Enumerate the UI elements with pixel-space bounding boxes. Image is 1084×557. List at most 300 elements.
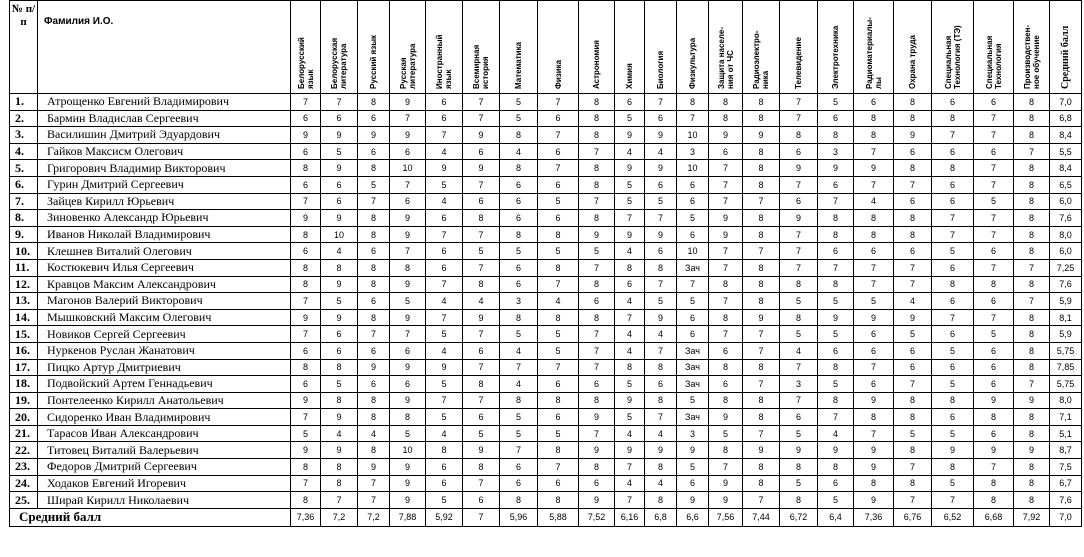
grade-cell: 6: [974, 359, 1014, 376]
grade-cell: 7: [974, 210, 1014, 227]
grade-cell: 8: [579, 392, 615, 409]
grade-cell: 7: [463, 359, 500, 376]
grade-cell: 8: [854, 110, 894, 127]
grade-cell: 4: [426, 143, 463, 160]
grade-cell: 5: [932, 376, 974, 393]
student-avg: 8,4: [1050, 160, 1082, 177]
grade-cell: 8: [709, 276, 743, 293]
grade-cell: 5: [426, 492, 463, 509]
header-subject: [426, 1, 463, 94]
grade-cell: 9: [615, 442, 645, 459]
grade-cell: 5: [780, 475, 818, 492]
grade-cell: 7: [645, 409, 677, 426]
grade-cell: 9: [579, 442, 615, 459]
student-row: [10, 276, 1082, 293]
header-subject-label: Телевидение: [794, 37, 803, 89]
grade-cell: 8: [818, 359, 854, 376]
grade-cell: 8: [743, 143, 780, 160]
grade-cell: 5: [538, 326, 579, 343]
grade-cell: 8: [1014, 127, 1050, 144]
header-subject-label: Физкультура: [688, 37, 697, 89]
student-avg: 5,75: [1050, 376, 1082, 393]
grade-cell: 5: [500, 94, 538, 111]
header-subject: [390, 1, 426, 94]
grade-cell: 7: [390, 326, 426, 343]
grade-cell: 7: [780, 94, 818, 111]
student-name: Гурин Дмитрий Сергеевич: [38, 176, 291, 193]
student-name: Костюкевич Илья Сергеевич: [38, 259, 291, 276]
grade-cell: 6: [358, 110, 390, 127]
grade-cell: 4: [500, 376, 538, 393]
grade-cell: 6: [932, 293, 974, 310]
grade-cell: 8: [709, 309, 743, 326]
grade-cell: 6: [854, 326, 894, 343]
grade-cell: 6: [677, 475, 709, 492]
grade-cell: 7: [645, 94, 677, 111]
grade-cell: 4: [780, 342, 818, 359]
grade-cell: 6: [426, 110, 463, 127]
grade-cell: 9: [645, 160, 677, 177]
footer-avg-value: 5,96: [500, 508, 538, 526]
grade-cell: 6: [538, 475, 579, 492]
student-avg: 5,5: [1050, 143, 1082, 160]
student-name: Бармин Владислав Сергеевич: [38, 110, 291, 127]
grade-cell: 9: [579, 492, 615, 509]
grade-cell: 8: [894, 110, 932, 127]
header-subject-label: Белорусская литература: [330, 37, 348, 89]
grade-cell: 7: [818, 259, 854, 276]
grade-cell: 8: [291, 492, 321, 509]
student-row: [10, 425, 1082, 442]
grade-cell: 9: [321, 442, 358, 459]
grade-cell: 9: [818, 309, 854, 326]
grade-cell: 9: [743, 442, 780, 459]
grade-cell: 7: [538, 359, 579, 376]
grade-cell: 7: [579, 326, 615, 343]
footer-avg-value: 6,6: [677, 508, 709, 526]
grade-cell: 9: [426, 359, 463, 376]
student-row: [10, 94, 1082, 111]
grade-cell: 5: [818, 376, 854, 393]
student-rows: [10, 94, 1082, 509]
grade-cell: 5: [390, 425, 426, 442]
grade-cell: 8: [358, 226, 390, 243]
grade-cell: 7: [291, 409, 321, 426]
grade-cell: 7: [854, 425, 894, 442]
grade-cell: 4: [426, 342, 463, 359]
grade-cell: 6: [426, 459, 463, 476]
grade-cell: 6: [291, 143, 321, 160]
grade-cell: 6: [579, 475, 615, 492]
grade-cell: 7: [709, 459, 743, 476]
grade-cell: 6: [358, 376, 390, 393]
grade-cell: 8: [463, 210, 500, 227]
grade-cell: 9: [390, 127, 426, 144]
footer-avg-value: 5,88: [538, 508, 579, 526]
grade-cell: 8: [677, 94, 709, 111]
student-avg: 5,75: [1050, 342, 1082, 359]
grade-cell: 4: [615, 243, 645, 260]
grade-cell: 9: [1014, 392, 1050, 409]
grade-cell: 9: [390, 359, 426, 376]
grade-cell: 8: [894, 226, 932, 243]
grade-cell: 6: [321, 326, 358, 343]
grade-cell: 8: [291, 226, 321, 243]
student-num: 20.: [10, 409, 38, 426]
grade-cell: 8: [974, 475, 1014, 492]
grade-cell: 9: [390, 392, 426, 409]
header-subject-label: Радиоматериалы- лы: [864, 17, 883, 89]
grade-cell: 5: [677, 293, 709, 310]
grade-cell: 6: [426, 243, 463, 260]
grade-cell: 6: [932, 176, 974, 193]
grade-cell: 8: [358, 276, 390, 293]
grade-cell: 8: [1014, 359, 1050, 376]
grade-cell: 7: [538, 127, 579, 144]
grade-cell: 7: [426, 226, 463, 243]
grade-cell: 9: [645, 442, 677, 459]
grade-cell: 5: [615, 376, 645, 393]
student-num: 8.: [10, 210, 38, 227]
grade-cell: 5: [677, 459, 709, 476]
grade-cell: 5: [500, 409, 538, 426]
student-row: [10, 459, 1082, 476]
grade-cell: 6: [645, 243, 677, 260]
student-name: Магонов Валерий Викторович: [38, 293, 291, 310]
grade-cell: 8: [1014, 475, 1050, 492]
grade-cell: 6: [390, 342, 426, 359]
grade-cell: 6: [538, 110, 579, 127]
grade-cell: 8: [743, 392, 780, 409]
grade-cell: 7: [894, 259, 932, 276]
header-subject-label: Математика: [514, 41, 523, 89]
grade-cell: 5: [932, 425, 974, 442]
grade-cell: 7: [538, 94, 579, 111]
grade-cell: 6: [677, 193, 709, 210]
grade-cell: 6: [645, 376, 677, 393]
grade-cell: 8: [743, 226, 780, 243]
student-avg: 8,0: [1050, 226, 1082, 243]
grade-cell: 7: [780, 110, 818, 127]
grade-cell: 5: [615, 193, 645, 210]
grade-cell: 8: [743, 176, 780, 193]
grade-cell: 7: [579, 342, 615, 359]
grade-cell: 6: [709, 342, 743, 359]
grade-cell: 8: [500, 309, 538, 326]
grade-cell: 6: [894, 193, 932, 210]
grade-cell: 9: [894, 309, 932, 326]
header-subject: [463, 1, 500, 94]
grade-cell: 4: [894, 293, 932, 310]
student-row: [10, 409, 1082, 426]
grade-cell: 8: [743, 359, 780, 376]
grade-cell: 10: [677, 160, 709, 177]
grade-cell: 9: [615, 160, 645, 177]
grade-cell: 9: [321, 276, 358, 293]
grade-cell: 5: [500, 326, 538, 343]
grade-cell: 5: [854, 293, 894, 310]
grade-cell: 7: [463, 176, 500, 193]
header-subject: [854, 1, 894, 94]
grade-cell: 7: [291, 475, 321, 492]
grade-cell: 6: [426, 210, 463, 227]
grade-cell: 8: [358, 442, 390, 459]
grade-cell: 3: [677, 143, 709, 160]
grade-cell: 8: [1014, 425, 1050, 442]
student-num: 11.: [10, 259, 38, 276]
grade-cell: 6: [538, 210, 579, 227]
grade-cell: 9: [321, 127, 358, 144]
grade-cell: 6: [390, 143, 426, 160]
student-avg: 6,5: [1050, 176, 1082, 193]
grade-cell: 7: [538, 160, 579, 177]
footer-row: [10, 508, 1082, 526]
header-subject-label: Физика: [553, 59, 563, 89]
grade-cell: 5: [615, 110, 645, 127]
grade-cell: 8: [743, 475, 780, 492]
student-avg: 7,5: [1050, 459, 1082, 476]
grade-cell: 4: [500, 342, 538, 359]
grade-cell: 4: [818, 425, 854, 442]
grade-cell: 4: [854, 193, 894, 210]
grade-cell: 9: [390, 492, 426, 509]
grade-cell: 6: [538, 376, 579, 393]
grade-cell: 3: [780, 376, 818, 393]
student-avg: 6,7: [1050, 475, 1082, 492]
grade-cell: 8: [894, 475, 932, 492]
header-subject-label: Химия: [625, 63, 634, 89]
student-name: Новиков Сергей Сергеевич: [38, 326, 291, 343]
grade-cell: 6: [894, 359, 932, 376]
header-subject: [1014, 1, 1050, 94]
grade-cell: 9: [780, 210, 818, 227]
grade-cell: 8: [291, 459, 321, 476]
grade-cell: 7: [709, 259, 743, 276]
grade-cell: 6: [974, 143, 1014, 160]
grade-cell: 4: [426, 425, 463, 442]
grade-cell: 7: [321, 492, 358, 509]
grade-cell: 9: [291, 392, 321, 409]
grade-cell: 7: [854, 143, 894, 160]
student-row: [10, 392, 1082, 409]
grade-cell: 9: [615, 127, 645, 144]
grade-cell: 7: [974, 309, 1014, 326]
grade-cell: 8: [579, 276, 615, 293]
grade-cell: 6: [677, 309, 709, 326]
grade-cell: 7: [743, 326, 780, 343]
header-name: Фамилия И.О.: [38, 1, 291, 94]
grade-cell: 7: [780, 176, 818, 193]
header-subject: [743, 1, 780, 94]
grade-cell: 6: [645, 110, 677, 127]
student-avg: 7,1: [1050, 409, 1082, 426]
grade-cell: 5: [780, 326, 818, 343]
grade-cell: 5: [463, 425, 500, 442]
grade-cell: Зач: [677, 409, 709, 426]
grade-cell: 9: [974, 442, 1014, 459]
grade-cell: 7: [645, 342, 677, 359]
student-avg: 7,6: [1050, 276, 1082, 293]
grade-cell: 6: [291, 176, 321, 193]
grade-cell: 7: [463, 226, 500, 243]
student-num: 4.: [10, 143, 38, 160]
grade-cell: 8: [818, 276, 854, 293]
grade-cell: 7: [463, 259, 500, 276]
header-subject: [645, 1, 677, 94]
student-row: [10, 326, 1082, 343]
grade-cell: 4: [426, 293, 463, 310]
grade-cell: 6: [932, 409, 974, 426]
grade-cell: 8: [291, 259, 321, 276]
grade-cell: 9: [579, 409, 615, 426]
grade-cell: 4: [615, 293, 645, 310]
student-avg: 8,7: [1050, 442, 1082, 459]
grade-cell: 3: [818, 143, 854, 160]
grade-cell: 8: [818, 459, 854, 476]
student-num: 13.: [10, 293, 38, 310]
grade-cell: 5: [321, 143, 358, 160]
grade-cell: 7: [709, 326, 743, 343]
grade-cell: 6: [818, 176, 854, 193]
grade-cell: 8: [780, 276, 818, 293]
header-subject-label: Белорусский язык: [296, 37, 315, 89]
grade-cell: 8: [500, 160, 538, 177]
grade-cell: 7: [538, 459, 579, 476]
grade-cell: 9: [677, 492, 709, 509]
grade-cell: 4: [426, 193, 463, 210]
student-name: Тарасов Иван Александрович: [38, 425, 291, 442]
grade-cell: 7: [932, 210, 974, 227]
grade-cell: 9: [709, 475, 743, 492]
grade-cell: 9: [615, 392, 645, 409]
grade-cell: 7: [894, 459, 932, 476]
header-subject-label: Специальная Технология: [984, 35, 1003, 89]
grade-cell: 8: [743, 276, 780, 293]
grade-cell: 7: [291, 293, 321, 310]
grade-cell: 8: [291, 359, 321, 376]
grade-cell: 6: [579, 293, 615, 310]
grade-cell: 4: [615, 342, 645, 359]
grade-cell: 7: [932, 127, 974, 144]
grade-cell: 6: [709, 143, 743, 160]
grade-cell: 7: [321, 94, 358, 111]
grade-cell: 9: [709, 226, 743, 243]
grade-cell: 6: [854, 376, 894, 393]
footer-avg-value: 6,76: [894, 508, 932, 526]
footer-avg-value: 7,56: [709, 508, 743, 526]
student-row: [10, 160, 1082, 177]
grade-cell: 9: [854, 442, 894, 459]
grade-cell: 8: [1014, 276, 1050, 293]
grade-cell: 5: [321, 293, 358, 310]
grade-cell: 7: [358, 492, 390, 509]
grade-cell: 5: [426, 326, 463, 343]
grade-cell: 6: [780, 193, 818, 210]
grade-cell: 7: [854, 359, 894, 376]
grade-cell: 8: [743, 160, 780, 177]
grade-cell: 6: [500, 259, 538, 276]
header-subject-label: Специальная Технология (ТЭ): [943, 25, 962, 89]
grade-cell: 8: [743, 459, 780, 476]
grade-cell: 9: [974, 392, 1014, 409]
grade-cell: 6: [974, 293, 1014, 310]
grade-cell: 7: [426, 127, 463, 144]
grade-cell: 9: [291, 210, 321, 227]
grade-cell: Зач: [677, 359, 709, 376]
grade-cell: 7: [358, 475, 390, 492]
grade-cell: 8: [894, 210, 932, 227]
header-subject-label: Русский язык: [369, 34, 378, 89]
student-row: [10, 376, 1082, 393]
grade-cell: 6: [358, 293, 390, 310]
grade-cell: 6: [932, 94, 974, 111]
grade-cell: 8: [579, 176, 615, 193]
grade-cell: 6: [291, 342, 321, 359]
grade-cell: 7: [463, 326, 500, 343]
header-subject-label: Всемирная история: [472, 44, 490, 89]
grade-cell: 5: [500, 425, 538, 442]
grade-cell: 9: [390, 210, 426, 227]
grade-cell: 5: [615, 176, 645, 193]
student-name: Гайков Максисм Олегович: [38, 143, 291, 160]
student-num: 3.: [10, 127, 38, 144]
grade-cell: 5: [538, 243, 579, 260]
footer-avg-value: 7,2: [358, 508, 390, 526]
grade-cell: 8: [894, 409, 932, 426]
grade-cell: 6: [854, 342, 894, 359]
grade-cell: 3: [500, 293, 538, 310]
grade-cell: Зач: [677, 259, 709, 276]
grade-cell: 6: [579, 376, 615, 393]
grade-cell: 6: [426, 94, 463, 111]
grade-cell: 7: [854, 259, 894, 276]
grade-cell: 8: [709, 94, 743, 111]
grade-cell: 8: [321, 392, 358, 409]
grade-cell: 9: [818, 160, 854, 177]
grade-cell: 8: [974, 409, 1014, 426]
grade-cell: 10: [677, 243, 709, 260]
grade-cell: 6: [780, 143, 818, 160]
grade-cell: 7: [709, 160, 743, 177]
footer-avg-value: 7,36: [854, 508, 894, 526]
grade-cell: 5: [645, 293, 677, 310]
student-num: 14.: [10, 309, 38, 326]
grade-cell: 8: [579, 160, 615, 177]
grade-cell: 6: [500, 475, 538, 492]
grade-cell: 6: [291, 376, 321, 393]
grade-cell: 6: [677, 226, 709, 243]
student-avg: 7,25: [1050, 259, 1082, 276]
grade-cell: 7: [390, 110, 426, 127]
grade-cell: 6: [677, 176, 709, 193]
header-subject-label: Биология: [656, 50, 665, 89]
student-num: 2.: [10, 110, 38, 127]
grade-cell: 9: [709, 210, 743, 227]
grade-cell: 7: [500, 359, 538, 376]
grade-cell: 5: [538, 342, 579, 359]
grade-cell: 8: [1014, 342, 1050, 359]
grade-cell: 7: [291, 193, 321, 210]
grade-cell: 8: [1014, 110, 1050, 127]
student-row: [10, 243, 1082, 260]
student-num: 24.: [10, 475, 38, 492]
grade-cell: 6: [538, 143, 579, 160]
grade-cell: 7: [743, 376, 780, 393]
grade-cell: 8: [390, 409, 426, 426]
grade-cell: 10: [677, 127, 709, 144]
grade-cell: 6: [358, 143, 390, 160]
grade-cell: 8: [894, 392, 932, 409]
